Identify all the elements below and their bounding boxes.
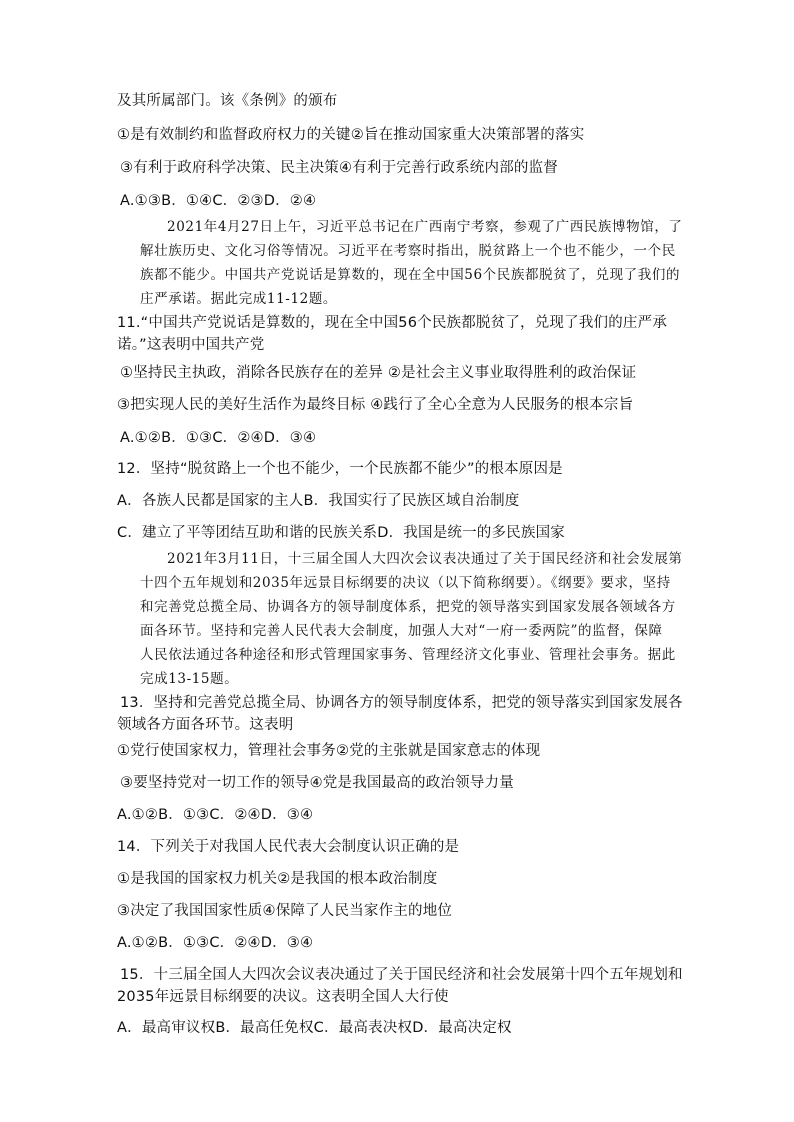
- question-11-cont: 诺。”这表明中国共产党: [117, 337, 265, 353]
- question-15: 15．十三届全国人大四次会议表决通过了关于国民经济和社会发展第十四个五年规划和: [120, 967, 683, 983]
- passage-line: 人民依法通过各种途径和形式管理国家事务、管理经济文化事业、管理社会事务。据此: [140, 647, 676, 663]
- question-14: 14．下列关于对我国人民代表大会制度认识正确的是: [117, 839, 460, 855]
- passage-line: 面各环节。坚持和完善人民代表大会制度，加强人大对“一府一委两院”的监督，保障: [140, 623, 663, 639]
- question-12-options-2: C．建立了平等团结互助和谐的民族关系D．我国是统一的多民族国家: [117, 525, 565, 541]
- answer-choices-14: A.①②B．①③C．②④D．③④: [117, 935, 314, 951]
- passage-line: 2021年3月11日，十三届全国人大四次会议表决通过了关于国民经济和社会发展第: [167, 551, 683, 567]
- answer-choices-13: A.①②B．①③C．②④D．③④: [117, 807, 314, 823]
- passage-line: 2021年4月27日上午，习近平总书记在广西南宁考察，参观了广西民族博物馆，了: [167, 219, 683, 235]
- question-13-cont: 领域各方面各环节。这表明: [117, 717, 294, 733]
- passage-11-12: [140, 215, 683, 311]
- passage-line: 族都不能少。中国共产党说话是算数的，现在全中国56个民族都脱贫了，兑现了我们的: [140, 267, 681, 283]
- passage-line: 庄严承诺。据此完成11-12题。: [140, 291, 338, 307]
- question-15-cont: 2035年远景目标纲要的决议。这表明全国人大行使: [117, 989, 449, 1005]
- question-14-options-2: ③决定了我国国家性质④保障了人民当家作主的地位: [117, 903, 453, 919]
- passage-line: 完成13-15题。: [140, 671, 239, 687]
- question-13-options-1: ①党行使国家权力，管理社会事务②党的主张就是国家意志的体现: [117, 743, 541, 759]
- passage-line: 解壮族历史、文化习俗等情况。习近平在考察时指出，脱贫路上一个也不能少，一个民: [140, 243, 676, 259]
- question-13: 13．坚持和完善党总揽全局、协调各方的领导制度体系，把党的领导落实到国家发展各: [120, 695, 683, 711]
- passage-13-15: [140, 547, 683, 691]
- question-15-options: A．最高审议权B．最高任免权C．最高表决权D．最高决定权: [117, 1020, 512, 1036]
- passage-line: 和完善党总揽全局、协调各方的领导制度体系，把党的领导落实到国家发展各领域各方: [140, 599, 676, 615]
- answer-choices-11: A.①②B．①③C．②④D．③④: [120, 430, 317, 446]
- question-14-options-1: ①是我国的国家权力机关②是我国的根本政治制度: [117, 871, 438, 887]
- question-11: 11.“中国共产党说话是算数的，现在全中国56个民族都脱贫了，兑现了我们的庄严承: [117, 315, 668, 331]
- question-11-options-1: ①坚持民主执政，消除各民族存在的差异 ②是社会主义事业取得胜利的政治保证: [120, 365, 637, 381]
- question-12-options-1: A．各族人民都是国家的主人B．我国实行了民族区域自治制度: [117, 493, 520, 509]
- passage-line: 十四个五年规划和2035年远景目标纲要的决议（以下简称纲要）。《纲要》要求，坚持: [140, 575, 671, 591]
- question-13-options-2: ③要坚持党对一切工作的领导④党是我国最高的政治领导力量: [120, 775, 514, 791]
- option-line-1: ①是有效制约和监督政府权力的关键②旨在推动国家重大决策部署的落实: [117, 127, 585, 143]
- answer-choices-10: A.①③B．①④C．②③D．②④: [120, 193, 317, 209]
- intro-line: 及其所属部门。该《条例》的颁布: [117, 93, 338, 109]
- question-12: 12．坚持“脱贫路上一个也不能少，一个民族都不能少”的根本原因是: [117, 461, 563, 477]
- option-line-2: ③有利于政府科学决策、民主决策④有利于完善行政系统内部的监督: [120, 160, 558, 176]
- question-11-options-2: ③把实现人民的美好生活作为最终目标 ④践行了全心全意为人民服务的根本宗旨: [117, 397, 634, 413]
